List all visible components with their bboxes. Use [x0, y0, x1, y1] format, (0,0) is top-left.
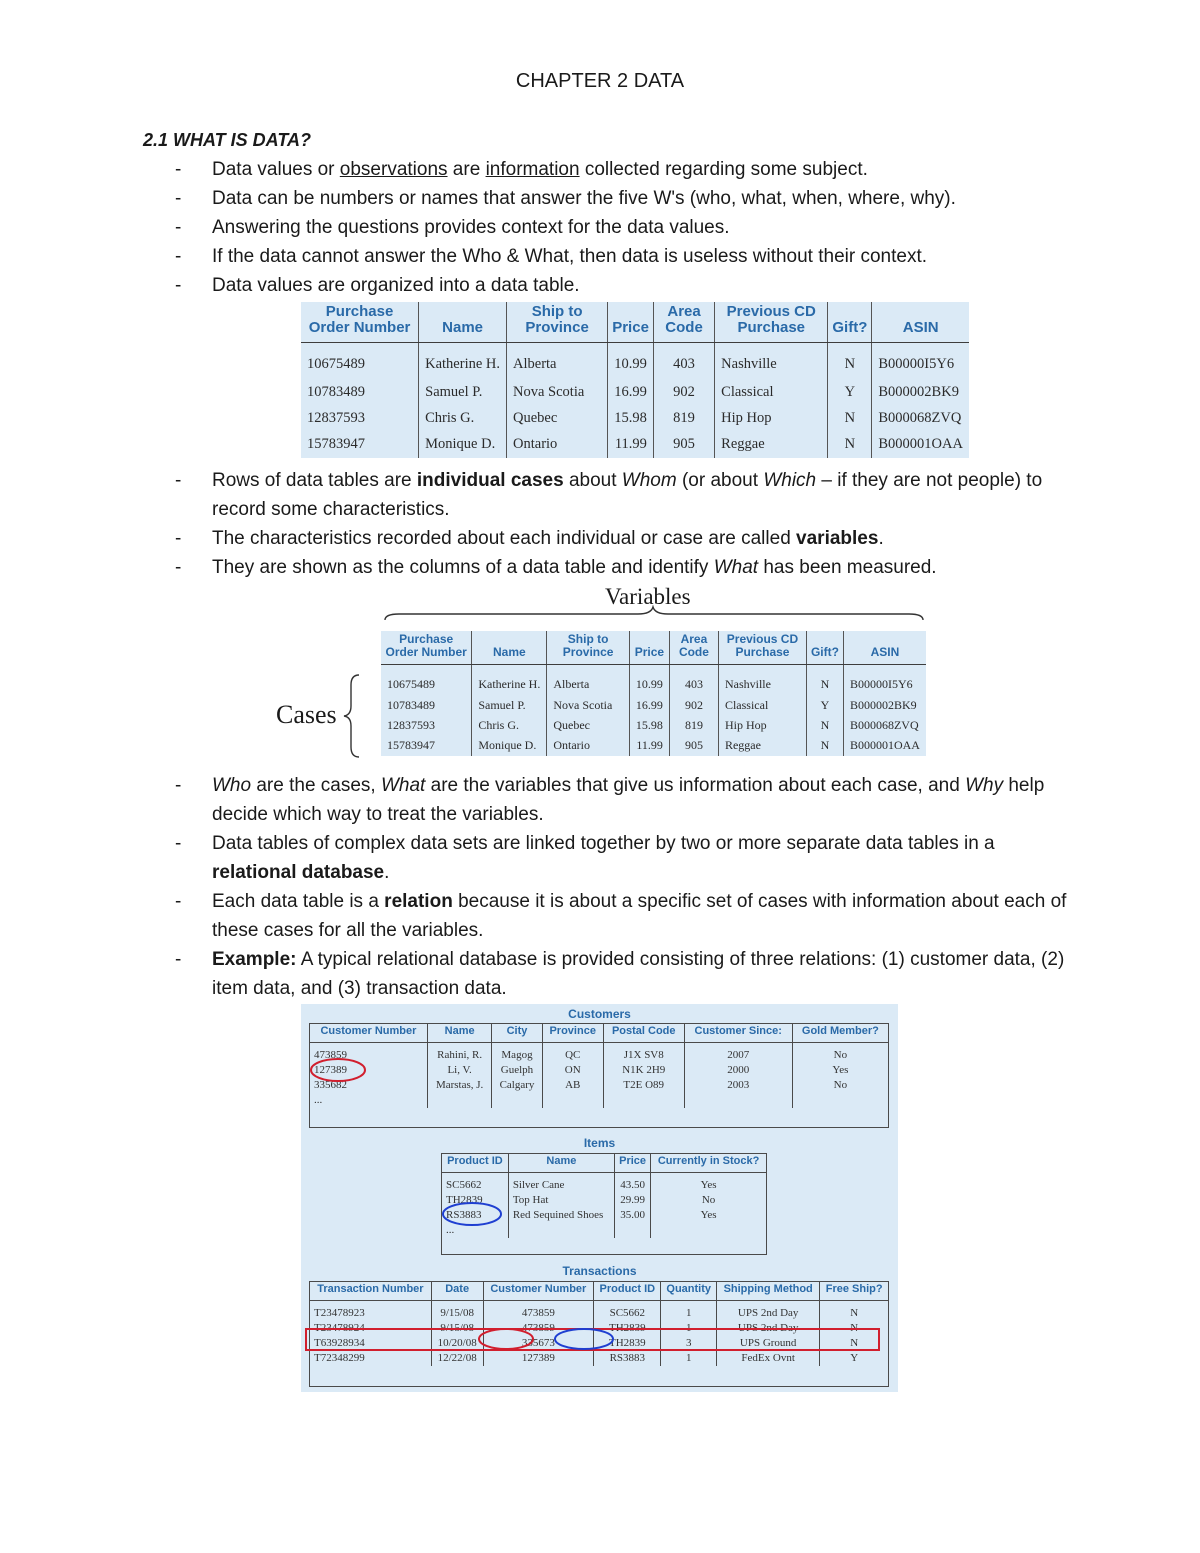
bullet-item: - If the data cannot answer the Who & What, then data is useless without their context. — [175, 242, 1075, 271]
column-header: Product ID — [594, 1282, 661, 1300]
bullet-item: - Data can be numbers or names that answer the five W's (who, what, when, where, why). — [175, 184, 1075, 213]
bullet-item: - Answering the questions provides context for the data values. — [175, 213, 1075, 242]
variables-brace-icon — [383, 605, 925, 625]
table-cell: 16.99 — [608, 379, 654, 405]
table-cell: Marstas, J. — [427, 1078, 492, 1093]
column-header: Price — [614, 1154, 650, 1172]
table-cell: 15783947 — [307, 436, 365, 453]
column-header: ASIN — [872, 302, 969, 342]
table-cell: 473859 — [483, 1321, 594, 1336]
table-cell: B000002BK9 — [843, 695, 926, 715]
table-cell: 1 — [661, 1321, 716, 1336]
table-cell: Hip Hop — [715, 405, 828, 431]
table-cell: Alberta — [507, 342, 608, 379]
table-cell: RS3883 — [594, 1351, 661, 1366]
table-cell: 15.98 — [608, 405, 654, 431]
table-cell: Yes — [651, 1208, 766, 1223]
table-cell: Nashville — [718, 665, 806, 695]
table-cell: Katherine H. — [419, 342, 507, 379]
column-header: Currently in Stock? — [651, 1154, 766, 1172]
table-cell: 16.99 — [629, 695, 669, 715]
table-cell: UPS 2nd Day — [716, 1321, 819, 1336]
table-cell: No — [792, 1042, 888, 1063]
table-cell: Ontario — [547, 736, 630, 756]
column-header: Customer Number — [310, 1024, 427, 1042]
table-cell: N1K 2H9 — [603, 1063, 684, 1078]
table-cell: 905 — [669, 736, 718, 756]
table-cell: Magog — [492, 1042, 542, 1063]
table-row — [381, 695, 926, 715]
bold-term: relational database — [212, 862, 385, 883]
highlight-row-transaction — [306, 1329, 879, 1350]
items-caption: Items — [583, 1136, 616, 1150]
section-heading: 2.1 WHAT IS DATA? — [143, 130, 311, 150]
table-cell: T63928934 — [314, 1337, 365, 1350]
bullet-list-intro — [175, 155, 1075, 300]
table-cell: 10/20/08 — [431, 1336, 483, 1351]
table-cell: 403 — [669, 665, 718, 695]
bullet-item: - Data tables of complex data sets are linked together by two or more separate data tables in a relational database. — [175, 829, 1075, 887]
table-cell: 2000 — [684, 1063, 792, 1078]
bold-term: individual cases — [416, 470, 564, 491]
table-cell: 10675489 — [307, 356, 365, 373]
table-cell: Y — [828, 379, 872, 405]
table-cell: 10.99 — [608, 342, 654, 379]
table-cell: N — [820, 1321, 888, 1336]
column-header: Purchase Order Number — [381, 631, 472, 665]
table-cell: B000001OAA — [872, 432, 969, 458]
table-cell: 15.98 — [629, 715, 669, 735]
cases-brace-icon — [341, 673, 363, 759]
table-cell: SC5662 — [446, 1179, 482, 1192]
column-header: Name — [427, 1024, 492, 1042]
table-cell: No — [651, 1193, 766, 1208]
table-cell: 403 — [653, 342, 714, 379]
table-cell: Samuel P. — [472, 695, 547, 715]
table-cell: TH2839 — [446, 1194, 483, 1207]
table-cell: 902 — [653, 379, 714, 405]
table-cell: 15783947 — [387, 738, 435, 753]
table-cell: ON — [542, 1063, 603, 1078]
table-cell: Monique D. — [419, 432, 507, 458]
table-cell: Alberta — [547, 665, 630, 695]
table-cell: N — [820, 1300, 888, 1321]
table-cell: T23478923 — [314, 1307, 365, 1320]
purchase-table-small — [381, 631, 926, 756]
table-cell: Rahini, R. — [427, 1042, 492, 1063]
highlight-circle-txn-customer — [479, 1329, 533, 1349]
column-header: Product ID — [442, 1154, 508, 1172]
table-cell: 335682 — [314, 1079, 347, 1092]
table-cell: 3 — [661, 1336, 716, 1351]
underlined-term: observations — [339, 159, 448, 180]
table-cell: Quebec — [547, 715, 630, 735]
table-cell: 2007 — [684, 1042, 792, 1063]
table-cell: N — [820, 1336, 888, 1351]
table-cell: Chris G. — [419, 405, 507, 431]
column-header: City — [492, 1024, 542, 1042]
table-cell: Yes — [792, 1063, 888, 1078]
table-cell: 1 — [661, 1351, 716, 1366]
column-header: Gift? — [806, 631, 843, 665]
table-cell: T23478924 — [314, 1322, 365, 1335]
table-cell: Silver Cane — [508, 1172, 614, 1193]
table-cell: N — [828, 432, 872, 458]
table-cell: Reggae — [715, 432, 828, 458]
relational-database-figure — [301, 1004, 898, 1392]
table-cell: B00000I5Y6 — [872, 342, 969, 379]
table-cell: 819 — [669, 715, 718, 735]
table-cell: 12837593 — [387, 718, 435, 733]
table-cell: 9/15/08 — [431, 1321, 483, 1336]
table-cell: 905 — [653, 432, 714, 458]
column-header: Ship to Province — [507, 302, 608, 342]
table-cell: Nova Scotia — [507, 379, 608, 405]
table-cell: N — [828, 405, 872, 431]
purchase-data-table — [301, 302, 969, 458]
column-header: Area Code — [653, 302, 714, 342]
cases-label: Cases — [276, 700, 337, 729]
table-cell: 2003 — [684, 1078, 792, 1093]
bold-term: Example: — [212, 949, 297, 970]
table-cell: 29.99 — [614, 1193, 650, 1208]
bullet-item: - The characteristics recorded about each individual or case are called variables. — [175, 524, 1075, 553]
bullet-item: - Who are the cases, What are the variables that give us information about each case, and Why help decide which way to treat the variables. — [175, 771, 1075, 829]
column-header: Postal Code — [603, 1024, 684, 1042]
table-cell: 473859 — [314, 1049, 347, 1062]
table-cell: B000068ZVQ — [843, 715, 926, 735]
table-cell: QC — [542, 1042, 603, 1063]
column-header: Province — [542, 1024, 603, 1042]
table-cell: Guelph — [492, 1063, 542, 1078]
table-cell: Reggae — [718, 736, 806, 756]
column-header: Price — [608, 302, 654, 342]
table-cell: Y — [806, 695, 843, 715]
column-header: Transaction Number — [310, 1282, 431, 1300]
table-cell: N — [828, 342, 872, 379]
table-cell: B00000I5Y6 — [843, 665, 926, 695]
table-row — [301, 342, 969, 379]
table-cell: ... — [314, 1094, 323, 1107]
table-cell: Classical — [715, 379, 828, 405]
table-cell: TH2839 — [594, 1336, 661, 1351]
column-header: Shipping Method — [716, 1282, 819, 1300]
table-cell: UPS 2nd Day — [716, 1300, 819, 1321]
bullet-list-cases-variables — [175, 466, 1075, 582]
table-cell: 11.99 — [608, 432, 654, 458]
table-cell: 10.99 — [629, 665, 669, 695]
table-cell: J1X SV8 — [603, 1042, 684, 1063]
table-cell: T72348299 — [314, 1352, 365, 1365]
bullet-item: - Data values are organized into a data table. — [175, 271, 1075, 300]
bullet-item: - Each data table is a relation because it is about a specific set of cases with information about each of these cases for all the variables. — [175, 887, 1075, 945]
column-header: Customer Since: — [684, 1024, 792, 1042]
table-cell: ... — [446, 1224, 455, 1237]
table-cell: SC5662 — [594, 1300, 661, 1321]
column-header: Date — [431, 1282, 483, 1300]
purchase-table — [301, 302, 969, 458]
column-header: Previous CD Purchase — [718, 631, 806, 665]
bullet-item: - Rows of data tables are individual cases about Whom (or about Which – if they are not people) to record some characteristics. — [175, 466, 1075, 524]
bullet-item: - Example: A typical relational database is provided consisting of three relations: (1) customer data, (2) item data, and (3) transaction data. — [175, 945, 1075, 1003]
bullet-list-relational — [175, 771, 1075, 1003]
bold-term: relation — [384, 891, 453, 912]
table-cell: 1 — [661, 1300, 716, 1321]
column-header: Purchase Order Number — [301, 302, 419, 342]
column-header: Gift? — [828, 302, 872, 342]
table-cell: 473859 — [483, 1300, 594, 1321]
bullet-item: - Data values or observations are information collected regarding some subject. — [175, 155, 1075, 184]
table-cell: 35.00 — [614, 1208, 650, 1223]
bold-term: variables — [796, 528, 879, 549]
table-cell: N — [806, 665, 843, 695]
table-cell: Samuel P. — [419, 379, 507, 405]
table-cell: Nashville — [715, 342, 828, 379]
transactions-caption: Transactions — [562, 1264, 637, 1278]
column-header: Name — [508, 1154, 614, 1172]
table-cell: N — [806, 715, 843, 735]
chapter-title: CHAPTER 2 DATA — [515, 70, 685, 92]
table-cell: T2E O89 — [603, 1078, 684, 1093]
customers-caption: Customers — [568, 1007, 631, 1021]
column-header: Previous CD Purchase — [715, 302, 828, 342]
table-cell: 819 — [653, 405, 714, 431]
table-cell: B000068ZVQ — [872, 405, 969, 431]
annotation-overlay — [301, 1004, 898, 1392]
column-header: Ship to Province — [547, 631, 630, 665]
table-cell: No — [792, 1078, 888, 1093]
table-cell: 10783489 — [307, 383, 365, 400]
table-cell: Y — [820, 1351, 888, 1366]
table-row — [381, 715, 926, 735]
table-cell: Monique D. — [472, 736, 547, 756]
table-cell: Classical — [718, 695, 806, 715]
table-cell: AB — [542, 1078, 603, 1093]
table-cell: 9/15/08 — [431, 1300, 483, 1321]
table-cell: Ontario — [507, 432, 608, 458]
table-row — [301, 379, 969, 405]
column-header: Area Code — [669, 631, 718, 665]
table-cell: Red Sequined Shoes — [508, 1208, 614, 1223]
table-cell: Top Hat — [508, 1193, 614, 1208]
column-header: Price — [629, 631, 669, 665]
table-row — [381, 665, 926, 695]
variables-label: Variables — [605, 584, 691, 609]
column-header: ASIN — [843, 631, 926, 665]
table-cell: Calgary — [492, 1078, 542, 1093]
bullet-item: - They are shown as the columns of a data table and identify What has been measured. — [175, 553, 1075, 582]
table-cell: Nova Scotia — [547, 695, 630, 715]
table-cell: 335673 — [483, 1336, 594, 1351]
table-cell: Li, V. — [427, 1063, 492, 1078]
column-header: Name — [419, 302, 507, 342]
table-cell: Hip Hop — [718, 715, 806, 735]
column-header: Name — [472, 631, 547, 665]
table-cell: TH2839 — [594, 1321, 661, 1336]
column-header: Quantity — [661, 1282, 716, 1300]
table-row — [301, 432, 969, 458]
highlight-circle-product — [443, 1203, 501, 1225]
table-cell: Yes — [651, 1172, 766, 1193]
table-row — [301, 405, 969, 431]
column-header: Customer Number — [483, 1282, 594, 1300]
table-row — [381, 736, 926, 756]
table-cell: Katherine H. — [472, 665, 547, 695]
highlight-circle-customer — [311, 1059, 365, 1081]
table-cell: Chris G. — [472, 715, 547, 735]
table-cell: B000002BK9 — [872, 379, 969, 405]
table-cell: 43.50 — [614, 1172, 650, 1193]
table-cell: FedEx Ovnt — [716, 1351, 819, 1366]
table-cell: UPS Ground — [716, 1336, 819, 1351]
table-cell: 127389 — [314, 1064, 347, 1077]
table-cell: 12/22/08 — [431, 1351, 483, 1366]
table-cell: Quebec — [507, 405, 608, 431]
table-cell: 12837593 — [307, 409, 365, 426]
table-cell: 127389 — [483, 1351, 594, 1366]
highlight-circle-txn-product — [555, 1329, 613, 1349]
table-cell: B000001OAA — [843, 736, 926, 756]
table-cell: 10675489 — [387, 676, 435, 691]
underlined-term: information — [485, 159, 580, 180]
column-header: Gold Member? — [792, 1024, 888, 1042]
table-cell: N — [806, 736, 843, 756]
purchase-data-table-annotated — [381, 631, 926, 756]
table-cell: 10783489 — [387, 697, 435, 712]
table-cell: RS3883 — [446, 1209, 482, 1222]
table-cell: 902 — [669, 695, 718, 715]
column-header: Free Ship? — [820, 1282, 888, 1300]
table-cell: 11.99 — [629, 736, 669, 756]
